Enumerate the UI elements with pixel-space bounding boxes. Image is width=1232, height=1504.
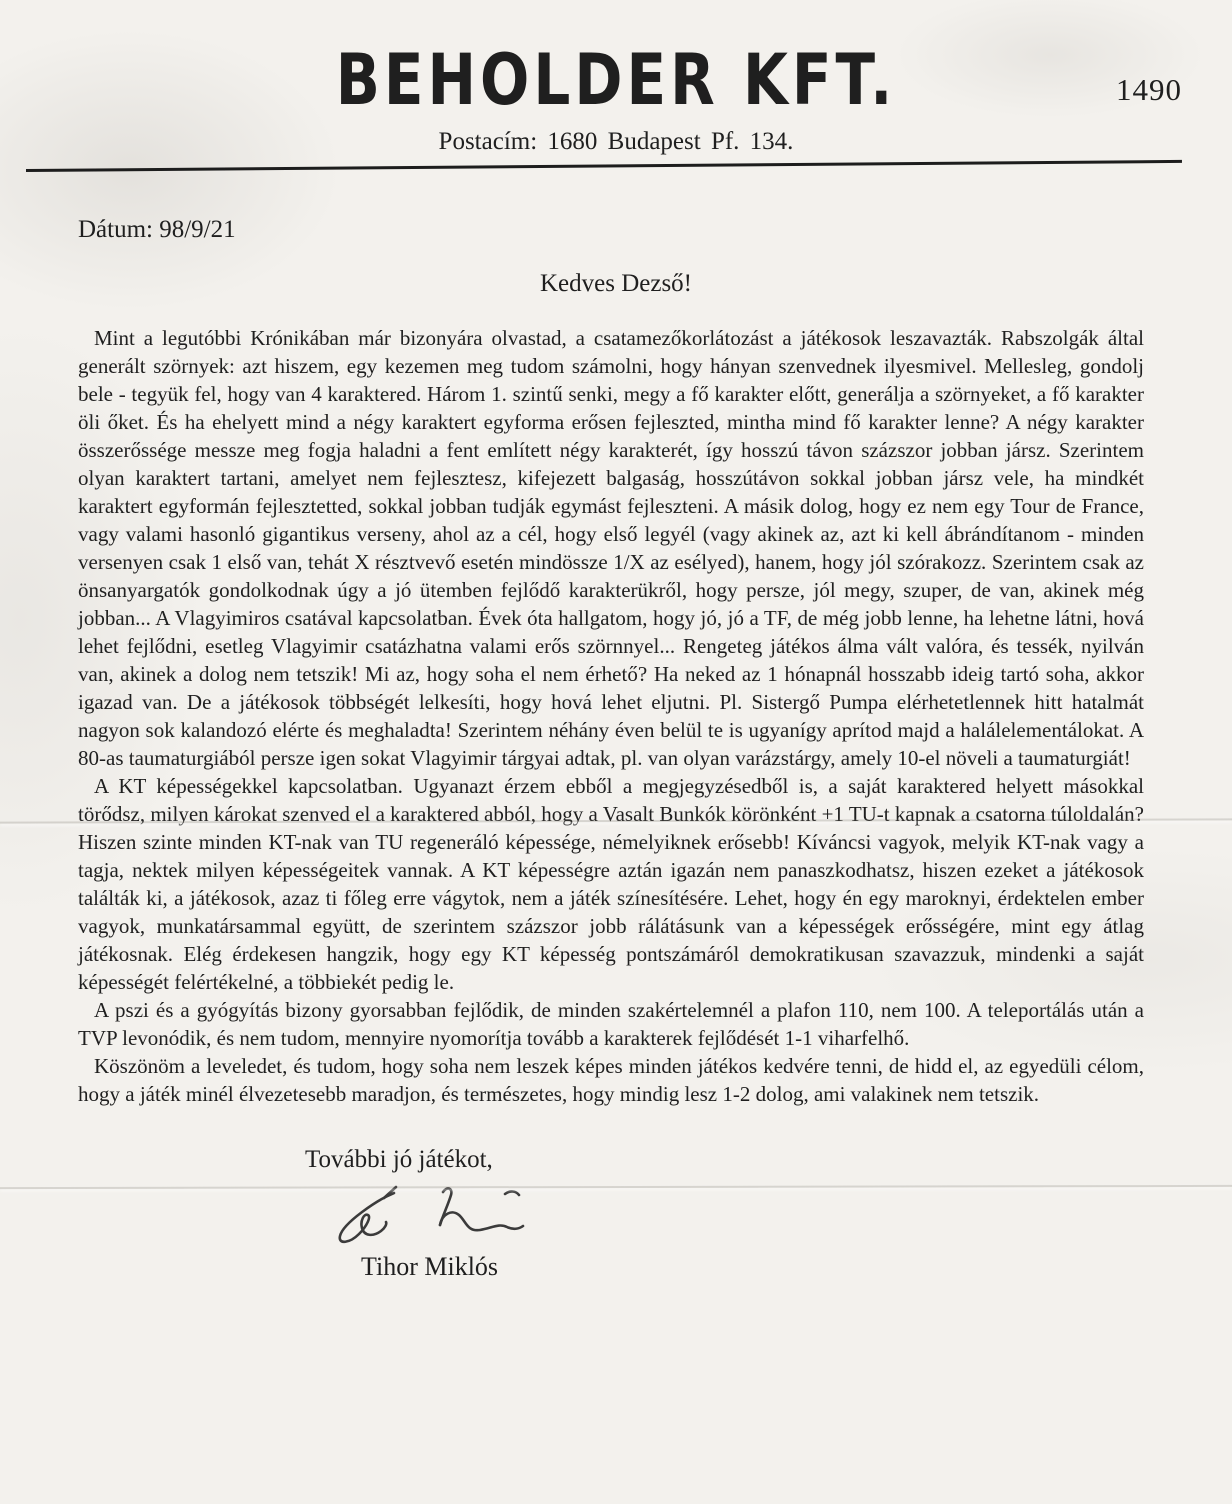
paragraph-4: Köszönöm a leveledet, és tudom, hogy soha nem leszek képes minden játékos kedvére tenni, de hidd el, az egyedüli célom, hogy a játék minél élvezetesebb maradjon, és természetes, hogy mindig lesz 1-2 dolog, ami valakinek nem tetszik.: [78, 1054, 1144, 1106]
company-name: BEHOLDER KFT.: [335, 38, 897, 121]
salutation: Kedves Dezső!: [539, 270, 693, 297]
paragraph-2: A KT képességekkel kapcsolatban. Ugyanazt érzem ebből a megjegyzésedből is, a saját karaktered helyett másokkal törődsz, milyen károkat szenved el a karaktered abból, hogy a Vasalt Bunkók körönként +1 TU-t kapnak a csatorna túloldalán? Hiszen szinte minden KT-nak van TU regeneráló képessége, némelyiknek erősebb! Kíváncsi vagyok, melyik KT-nak vagy a tagja, nektek milyen képességeitek vannak. A KT képességre aztán igazán nem panaszkodhatsz, hiszen ezeket a játékosok találták ki, a játékosok, azaz ti főleg erre vágytok, nem a játék színesítésére. Lehet, hogy én egy maroknyi, érdektelen ember vagyok, munkatársammal együtt, de szerintem százszor jobb rálátásunk van a képességek erősségére, mint egy átlag játékosnak. Elég érdekesen hangzik, hogy egy KT képesség pontszámáról demokratikusan szavazzuk, mindenki a saját képességét felértékelné, a többiekét pedig le.: [78, 774, 1144, 994]
header-divider: [26, 160, 1182, 172]
letterhead: [0, 0, 1232, 172]
letter-body: [78, 324, 1144, 1108]
signature-handwriting-icon: [333, 1180, 543, 1252]
page-number: 1490: [1116, 72, 1182, 107]
closing-line: További jó játékot,: [305, 1146, 493, 1173]
signature-name: Tihor Miklós: [361, 1252, 499, 1281]
date-line: Dátum: 98/9/21: [78, 216, 236, 243]
closing-block: [305, 1146, 1232, 1282]
paragraph-3: A pszi és a gyógyítás bizony gyorsabban fejlődik, de minden szakértelemnél a plafon 110, nem 100. A teleportálás után a TVP levonódik, és nem tudom, mennyire nyomorítja tovább a karakterek fejlődését 1-1 viharfelhő.: [78, 998, 1144, 1050]
postal-address: Postacím: 1680 Budapest Pf. 134.: [438, 128, 794, 155]
paragraph-1: Mint a legutóbbi Krónikában már bizonyára olvastad, a csatamezőkorlátozást a játékosok leszavazták. Rabszolgák által generált szörnyek: azt hiszem, egy kezemen meg tudom számolni, hogy hányan szenvednek ilyesmivel. Mellesleg, gondolj bele - tegyük fel, hogy van 4 karaktered. Három 1. szintű senki, megy a fő karakter előtt, generálja a szörnyeket, a fő karakter öli őket. És ha ehelyett mind a négy karaktert egyforma erősen fejleszted, mintha mind fő karakter lenne? A négy karakter összerőssége messze meg fogja haladni a fent említett négy karakterét, így hosszú távon százszor jobban jársz. Szerintem olyan karaktert tartani, amelyet nem fejlesztesz, kifejezett balgaság, hosszútávon sokkal jobban jársz vele, ha mindkét karaktert egyformán fejlesztetted, sokkal jobban tudják egymást fejleszteni. A másik dolog, hogy ez nem egy Tour de France, vagy valami hasonló gigantikus verseny, ahol az a cél, hogy első legyél (vagy akinek az, azt ki kell ábrándítanom - minden versenyen csak 1 első van, tehát X résztvevő esetén mindössze 1/X az esélyed), hanem, hogy jól szórakozz. Szerintem csak az önsanyargatók gondolkodnak úgy a jó ütemben fejlődő karakterükről, hogy persze, jól megy, szuper, de van, akinek még jobban... A Vlagyimiros csatával kapcsolatban. Évek óta hallgatom, hogy jó, jó a TF, de még jobb lenne, ha lehetne látni, hová lehet fejlődni, esetleg Vlagyimir csatázhatna valami erős szörnnyel... Rengeteg játékos álma vált valóra, és tessék, nyilván van, akinek a dolog nem tetszik! Mi az, hogy soha el nem érhető? Ha neked az 1 hónapnál hosszabb ideig tartó soha, akkor igazad van. De a játékosok többségét lelkesíti, hogy hová lehet eljutni. Pl. Sistergő Pumpa elérhetetlennek hitt hatalmát nagyon sok kalandozó elérte és meghaladta! Szerintem néhány éven belül te is ugyanígy aprítod majd a halálelementálokat. A 80-as taumaturgiából persze igen sokat Vlagyimir tárgyai adtak, pl. van olyan varázstárgy, amely 10-el növeli a taumaturgiát!: [78, 326, 1144, 770]
